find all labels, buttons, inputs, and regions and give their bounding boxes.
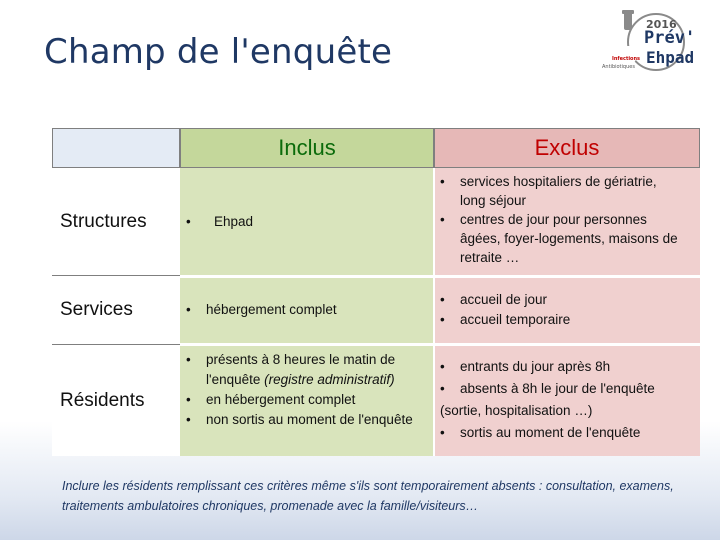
list-item-text: accueil de jour — [460, 292, 548, 307]
list-item-text: sortis au moment de l'enquête — [460, 425, 641, 440]
logo-brand-line1: Prév' — [644, 28, 696, 48]
list-item-text: centres de jour pour personnes âgées, foyer-logements, maisons de retraite … — [460, 212, 678, 265]
row-label-structures: Structures — [52, 168, 180, 276]
list-item-italic-note: (registre administratif) — [264, 372, 395, 387]
row-separator — [180, 275, 700, 278]
footnote: Inclure les résidents remplissant ces critères même s'ils sont temporairement absents : consultation, examens, traitements ambulatoires chroniques, promenade avec la famille/visiteurs… — [62, 479, 674, 513]
list-item-text: services hospitaliers de gériatrie, long séjour — [460, 174, 657, 208]
list-item-continuation: (sortie, hospitalisation …) — [440, 403, 593, 418]
list-item-text: accueil temporaire — [460, 312, 571, 327]
cell-residents-exclus — [434, 344, 700, 456]
page-title: Champ de l'enquête — [44, 32, 393, 72]
list-item — [434, 172, 682, 210]
list-item-text: entrants du jour après 8h — [460, 359, 611, 374]
list-item-text: en hébergement complet — [206, 392, 356, 407]
list-item-text: hébergement complet — [206, 302, 337, 317]
table-header-inclus: Inclus — [180, 128, 434, 168]
list-item — [180, 410, 422, 430]
list-item — [434, 378, 700, 400]
list-item-text: Ehpad — [214, 214, 254, 229]
row-separator — [180, 343, 700, 346]
list-item-text: non sortis au moment de l'enquête — [206, 412, 413, 427]
table-header-blank — [52, 128, 180, 168]
list-item-text: présents à 8 heures le matin de l'enquête — [206, 352, 396, 387]
list-item — [434, 290, 700, 310]
cell-services-inclus — [180, 276, 434, 344]
list-item — [180, 212, 434, 232]
list-item — [434, 310, 700, 330]
table-header-exclus: Exclus — [434, 128, 700, 168]
cell-residents-inclus — [180, 344, 434, 456]
list-item — [180, 350, 422, 390]
column-separator — [433, 168, 435, 456]
list-item — [434, 356, 700, 378]
list-item-text: absents à 8h le jour de l'enquête — [460, 381, 655, 396]
logo-subtitle-antibiotiques: Antibiotiques — [602, 64, 635, 70]
row-label-residents: Résidents — [52, 344, 180, 456]
list-item — [434, 210, 682, 267]
prev-ehpad-logo — [598, 8, 714, 74]
cell-services-exclus — [434, 276, 700, 344]
list-item — [180, 390, 422, 410]
logo-year: 2016 — [646, 18, 677, 31]
logo-brand-line2: Ehpad — [646, 48, 695, 67]
cell-structures-inclus — [180, 168, 434, 276]
cell-structures-exclus — [434, 168, 700, 276]
list-item — [434, 422, 700, 444]
logo-subtitle-infections: Infections — [612, 56, 641, 62]
row-label-services: Services — [52, 276, 180, 344]
list-item — [180, 300, 434, 320]
